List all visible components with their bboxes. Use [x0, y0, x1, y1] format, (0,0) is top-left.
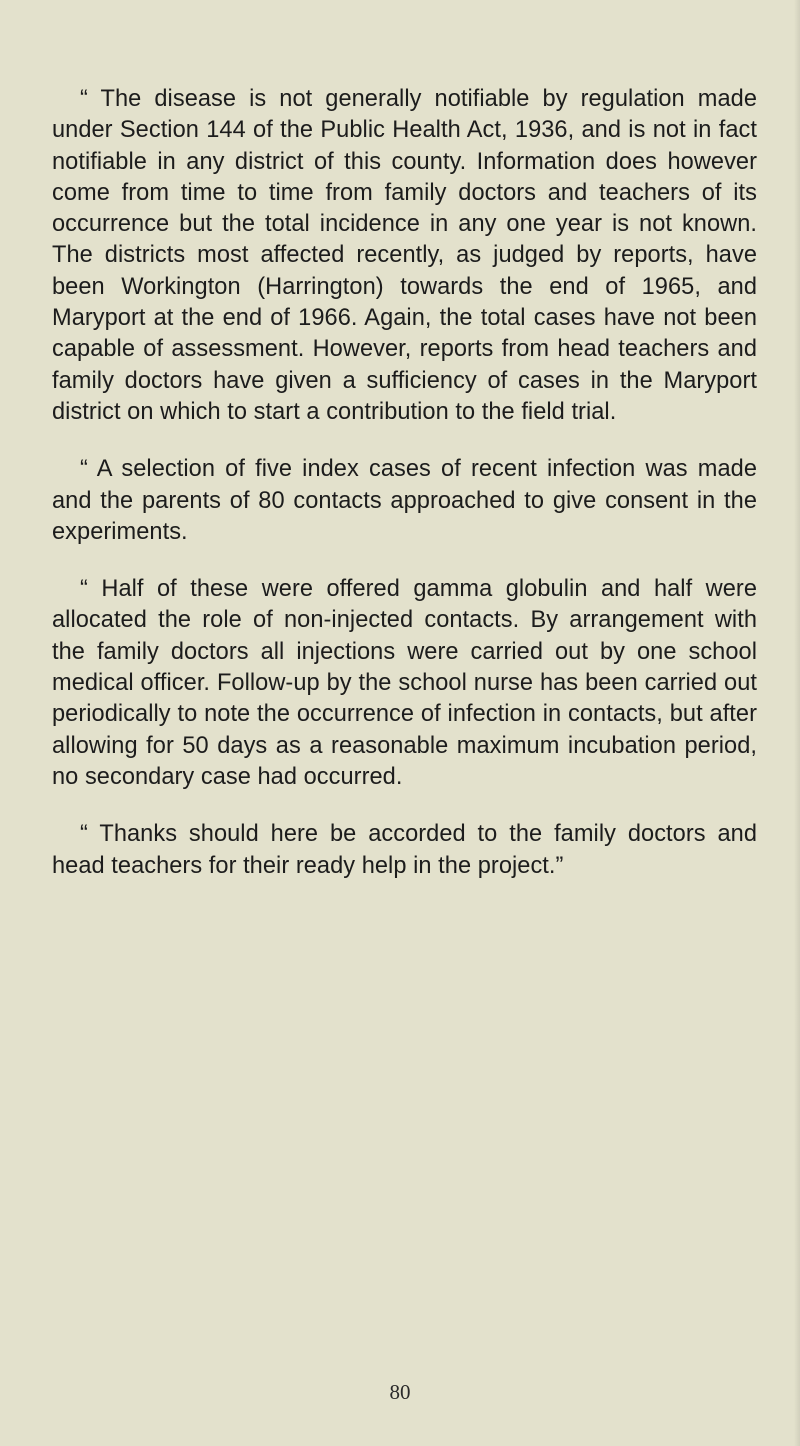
paragraph-thanks: “ Thanks should here be accorded to the family doctors and head teachers for their ready help in the project.”: [52, 821, 757, 879]
paragraph-notifiability: “ The disease is not generally notifiable by regulation made under Section 144 of the Public Health Act, 1936, and is not in fact notifiable in any district of this county. Information does however come from time to time from family doctors and teachers of its occurrence but the total incidence in any one year is not known. The districts most affected recently, as judged by reports, have been Workington (Harrington) towards the end of 1965, and Maryport at the end of 1966. Again, the total cases have not been capable of assessment. However, reports from head teachers and family doctors have given a sufficiency of cases in the Maryport district on which to start a contribution to the field trial.: [52, 86, 757, 425]
paragraph-index-cases: “ A selection of five index cases of recent infection was made and the parents of 80 contacts approached to give consent in the experiments.: [52, 456, 757, 545]
document-body: [52, 84, 757, 882]
page-edge-shadow: [794, 0, 800, 1446]
paragraph-gamma-globulin: “ Half of these were offered gamma globulin and half were allocated the role of non-injected contacts. By arrangement with the family doctors all injections were carried out by one school medical officer. Follow-up by the school nurse has been carried out periodically to note the occurrence of infection in contacts, but after allowing for 50 days as a reasonable maximum incubation period, no secondary case had occurred.: [52, 576, 757, 790]
page-number: 80: [389, 1380, 411, 1404]
